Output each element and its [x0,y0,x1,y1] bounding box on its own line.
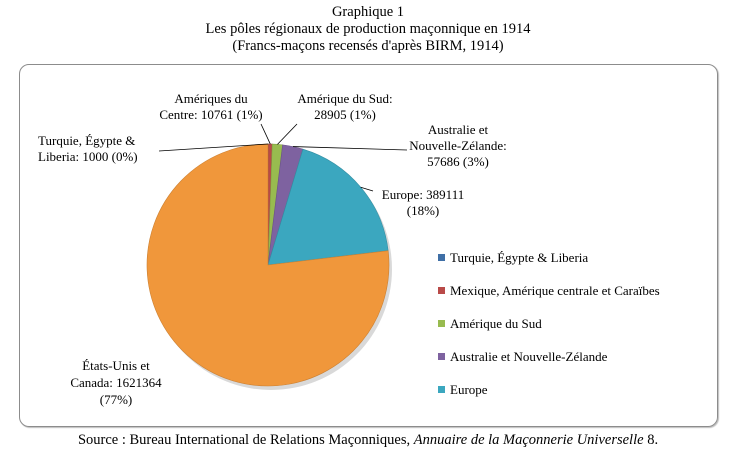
source-note [0,432,736,449]
chart-subtitle: Les pôles régionaux de production maçonnique en 1914 [205,21,531,37]
slice-label-4-line-0: Europe: 389111 [381,187,465,202]
slice-label-0-line-0: Turquie, Égypte & [38,133,136,148]
legend-label-3: Australie et Nouvelle-Zélande [450,349,608,364]
source-work: Annuaire de la Maçonnerie Universelle [413,432,644,448]
slice-label-0-line-1: Liberia: 1000 (0%) [38,149,138,164]
slice-label-3-line-1: Nouvelle-Zélande: [409,138,507,153]
slice-label-5-line-1: Canada: 1621364 [70,375,162,390]
source-suffix: 8. [643,432,659,448]
slice-label-1-line-0: Amériques du [174,91,248,106]
legend-swatch-1 [438,287,445,294]
slice-label-3-line-0: Australie et [427,122,489,137]
slice-label-2-line-0: Amérique du Sud: [297,91,393,106]
legend-label-4: Europe [450,382,488,397]
chart-subtitle-2: (Francs-maçons recensés d'après BIRM, 1914) [232,38,504,54]
legend-swatch-3 [438,353,445,360]
legend-label-2: Amérique du Sud [450,316,542,331]
slice-label-2-line-1: 28905 (1%) [314,107,376,122]
leader-line-3 [293,147,407,150]
slice-label-3-line-2: 57686 (3%) [427,154,489,169]
slice-label-5-line-2: (77%) [99,392,133,407]
source-prefix: Source : Bureau International de Relations Maçonniques, [77,432,414,448]
legend-swatch-2 [438,320,445,327]
legend-label-0: Turquie, Égypte & Liberia [450,250,589,265]
legend-swatch-0 [438,254,445,261]
slice-label-1-line-1: Centre: 10761 (1%) [159,107,263,122]
chart-title: Graphique 1 [331,4,405,20]
slice-label-5-line-0: États-Unis et [82,358,150,373]
legend-label-1: Mexique, Amérique centrale et Caraïbes [450,283,660,298]
slice-label-4-line-1: (18%) [406,203,440,218]
leader-line-1 [261,124,270,144]
legend-swatch-4 [438,386,445,393]
leader-line-2 [277,124,297,144]
